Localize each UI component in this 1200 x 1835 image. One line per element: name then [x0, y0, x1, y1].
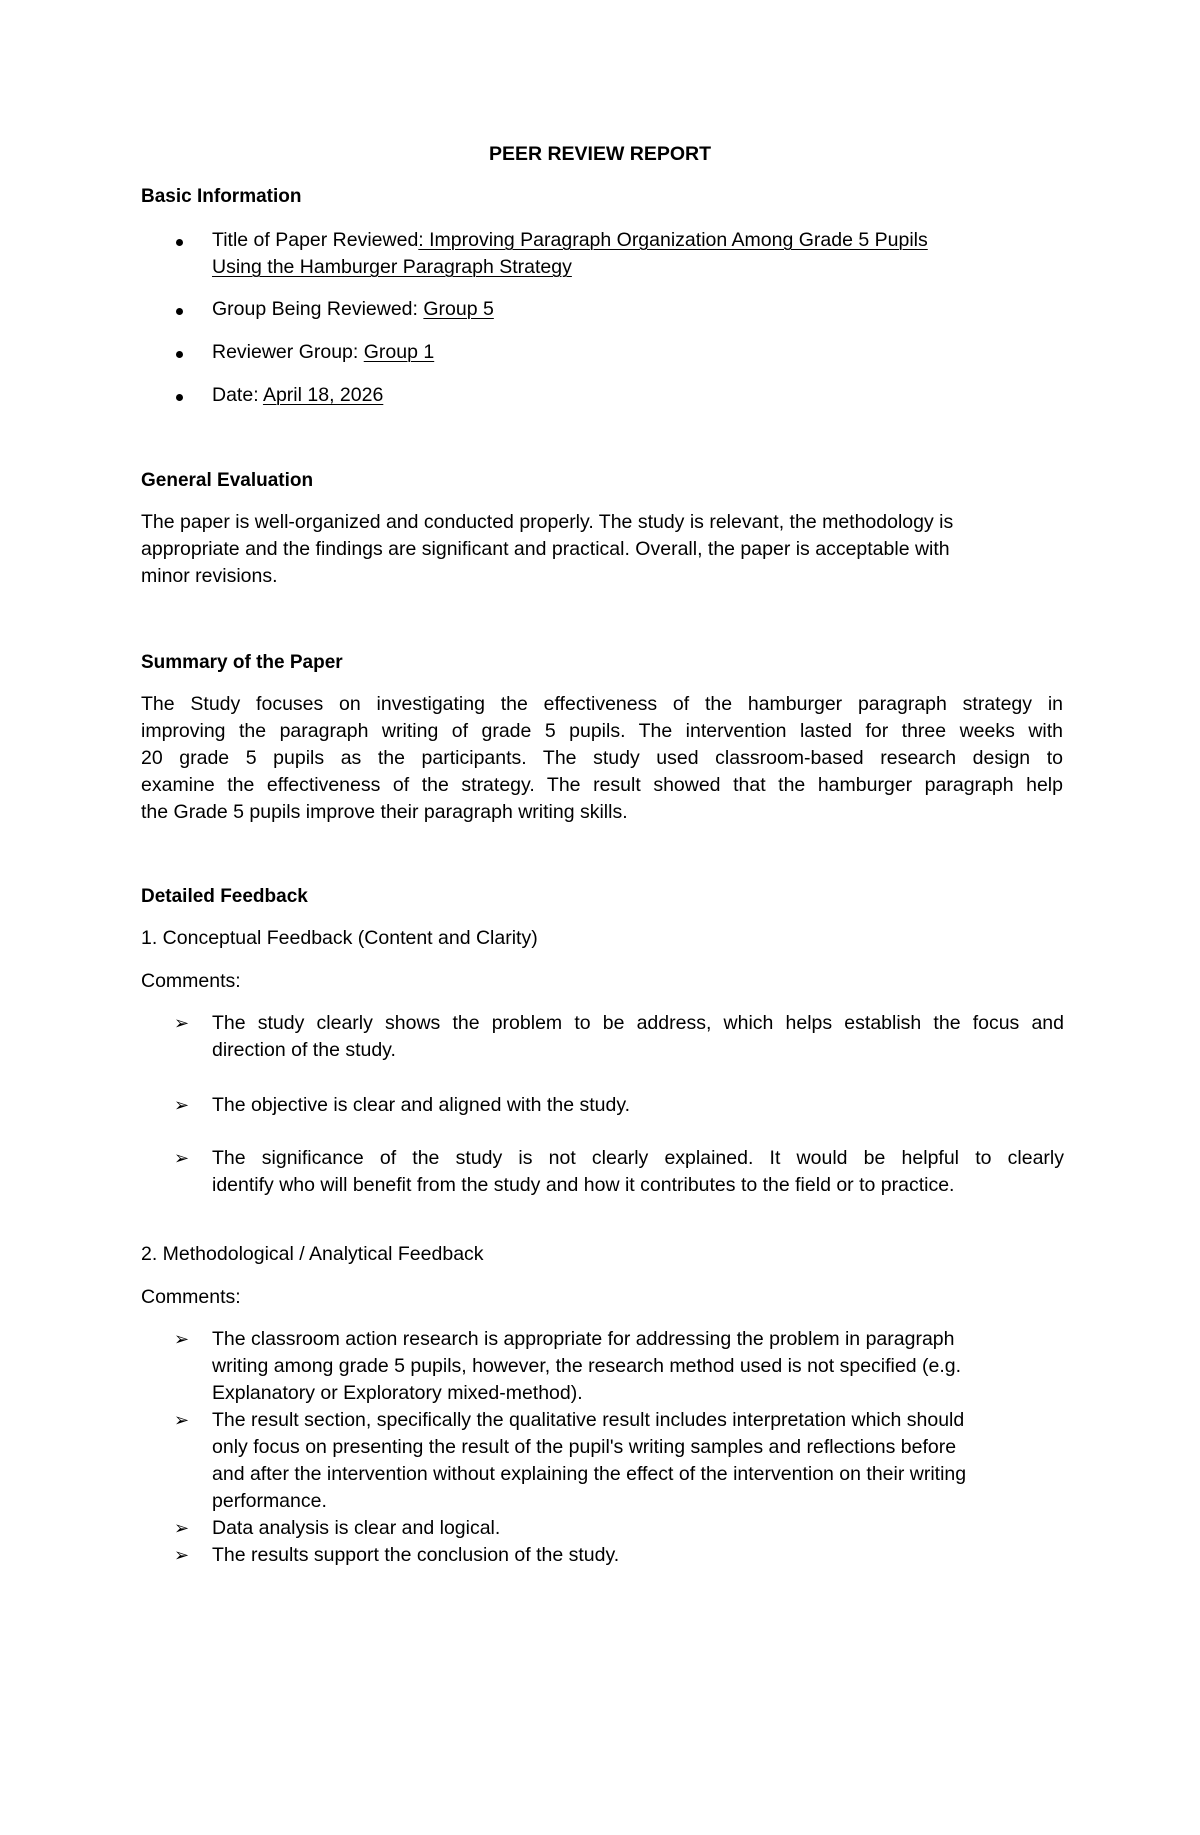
info-value: Group 5: [423, 298, 494, 320]
info-item-title: [212, 227, 1064, 281]
info-item-date: [212, 382, 1064, 409]
bullet-icon: [174, 296, 196, 323]
arrow-bullet-icon: ➢: [174, 1095, 190, 1115]
comment-item: The result section, specifically the qualitative result includes interpretation which should only focus on presenting the result of the pupil's writing samples and reflections before and after the intervention without explaining the effect of the intervention on their writing performance.: [212, 1409, 967, 1512]
comments-label: Comments:: [141, 1286, 241, 1308]
info-label: Reviewer Group:: [212, 341, 364, 363]
arrow-bullet-icon: ➢: [174, 1148, 190, 1168]
comment-item: The study clearly shows the problem to be address, which helps establish the focus and direction of the study.: [212, 1012, 1064, 1061]
summary-body: The Study focuses on investigating the effectiveness of the hamburger paragraph strategy in improving the paragraph writing of grade 5 pupils. The intervention lasted for three weeks with 20 grade 5 pupils as the participants. The study used classroom-based research design to examine the effectiveness of the strategy. The result showed that the hamburger paragraph help the Grade 5 pupils improve their paragraph writing skills.: [141, 693, 1063, 823]
comment-item: Data analysis is clear and logical.: [212, 1517, 501, 1539]
section-title-methodological: 2. Methodological / Analytical Feedback: [141, 1243, 484, 1265]
comments-label: Comments:: [141, 970, 241, 992]
comment-item: The classroom action research is appropriate for addressing the problem in paragraph writing among grade 5 pupils, however, the research method used is not specified (e.g. Explanatory or Exploratory mixed-method).: [212, 1328, 962, 1404]
info-item-group-reviewed: [212, 296, 1064, 323]
info-value: Using the Hamburger Paragraph Strategy: [212, 256, 572, 278]
info-value: Group 1: [363, 341, 435, 363]
comment-item: The objective is clear and aligned with the study.: [212, 1094, 631, 1116]
basic-information-heading: Basic Information: [141, 186, 302, 207]
comment-item: The significance of the study is not clearly explained. It would be helpful to clearly identify who will benefit from the study and how it contributes to the field or to practice.: [212, 1147, 1064, 1196]
section-title-conceptual: 1. Conceptual Feedback (Content and Clarity): [141, 927, 538, 949]
bullet-icon: [174, 339, 196, 366]
arrow-bullet-icon: ➢: [174, 1410, 190, 1430]
detailed-feedback-heading: Detailed Feedback: [141, 886, 308, 907]
general-evaluation-heading: General Evaluation: [141, 470, 314, 491]
info-label: Title of Paper Reviewed: [212, 229, 419, 251]
arrow-bullet-icon: ➢: [174, 1013, 190, 1033]
summary-heading: Summary of the Paper: [141, 652, 343, 673]
info-label: Date:: [212, 384, 263, 406]
info-item-reviewer-group: [212, 339, 1064, 366]
general-evaluation-body: The paper is well-organized and conducted properly. The study is relevant, the methodology is appropriate and the findings are significant and practical. Overall, the paper is acceptable with minor revisions.: [141, 511, 954, 587]
info-value: April 18, 2026: [262, 384, 384, 406]
arrow-bullet-icon: ➢: [174, 1329, 190, 1349]
arrow-bullet-icon: ➢: [174, 1545, 190, 1565]
report-title: PEER REVIEW REPORT: [488, 143, 712, 165]
info-value: : Improving Paragraph Organization Among Grade 5 Pupils: [418, 229, 928, 251]
info-label: Group Being Reviewed:: [212, 298, 424, 320]
comment-item: The results support the conclusion of the study.: [212, 1544, 620, 1566]
bullet-icon: [174, 382, 196, 409]
bullet-icon: [174, 227, 196, 254]
arrow-bullet-icon: ➢: [174, 1518, 190, 1538]
